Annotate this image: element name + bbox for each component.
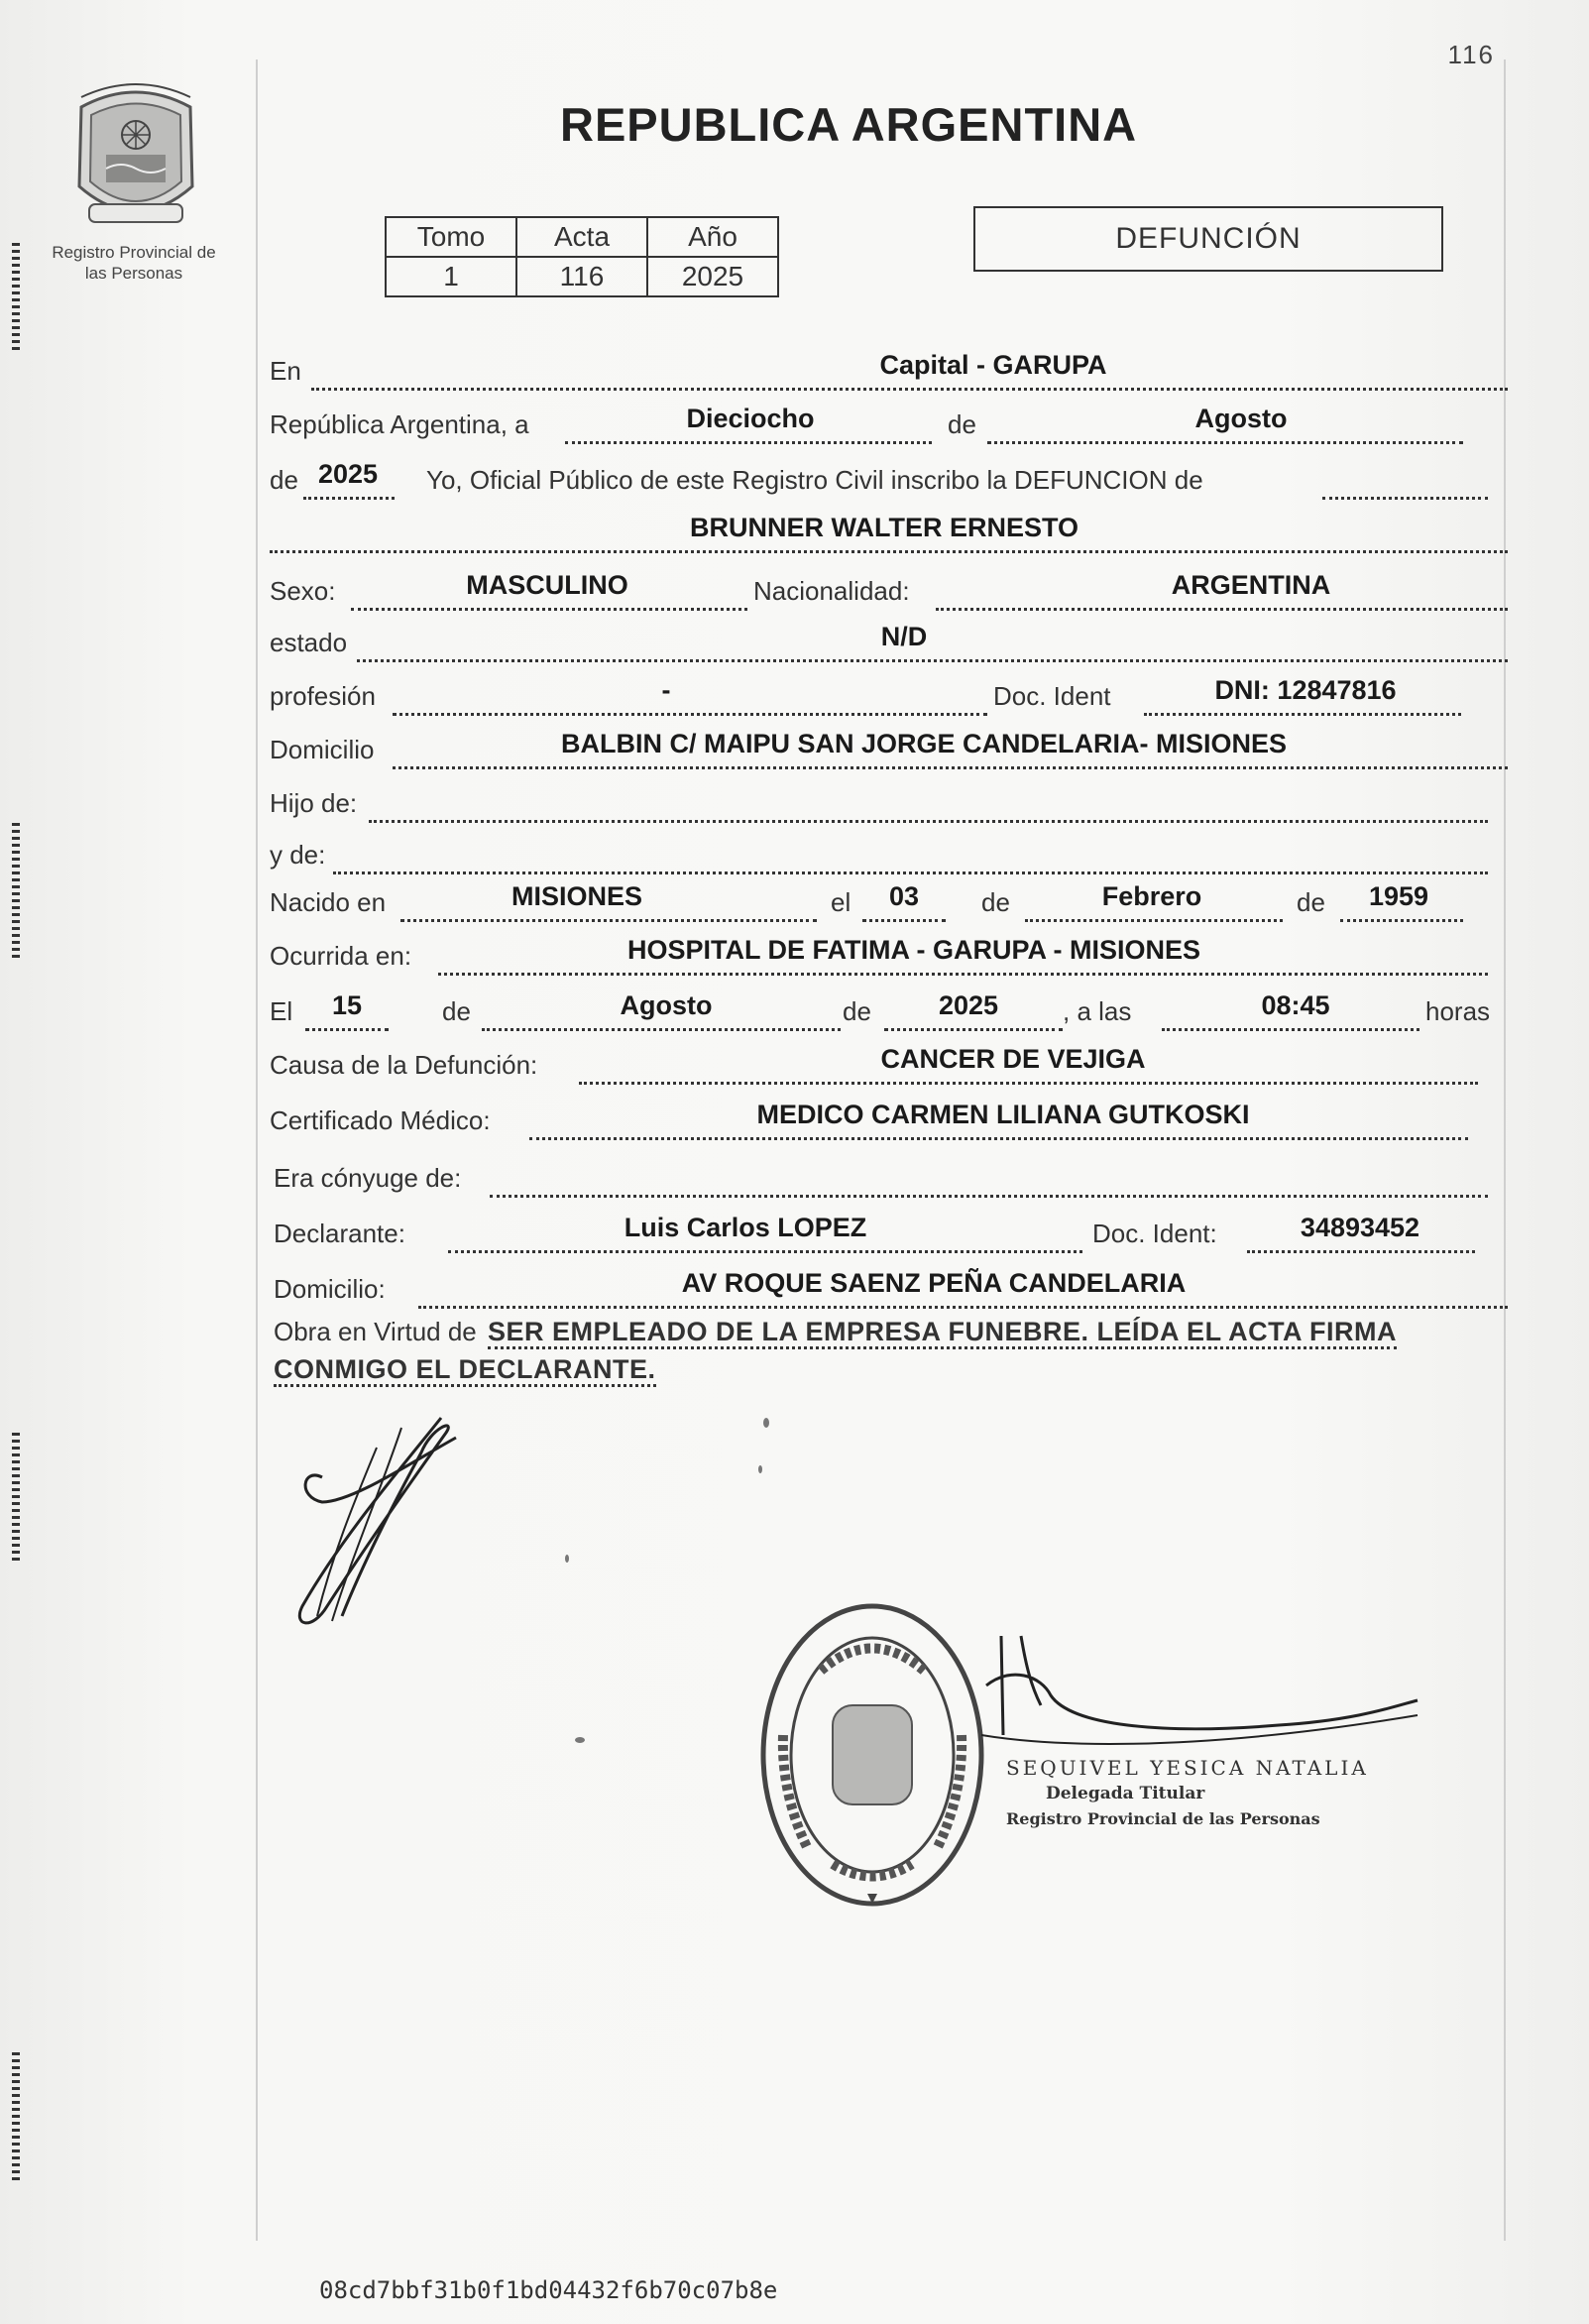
nac-de2-label: de [1297, 887, 1325, 917]
acta-header: Acta [516, 217, 647, 257]
line-obra [270, 1309, 1508, 1390]
nacionalidad-label: Nacionalidad: [753, 576, 910, 606]
line-inscribo [270, 459, 1508, 502]
yde-dotted-line [333, 872, 1488, 874]
certificado-value: MEDICO CARMEN LILIANA GUTKOSKI [756, 1100, 1250, 1129]
speck-mark [758, 1465, 762, 1473]
domicilio2-label: Domicilio: [274, 1274, 386, 1304]
line-nacido [270, 881, 1508, 924]
estado-value: N/D [880, 622, 928, 651]
nac-mes-dotted-line [1025, 919, 1283, 922]
profesion-value: - [661, 675, 671, 705]
en-dotted-line [311, 388, 1508, 391]
obra-value-2: CONMIGO EL DECLARANTE. [274, 1354, 656, 1387]
line-yde [270, 837, 1508, 876]
alas-label: , a las [1063, 996, 1132, 1026]
ocurrida-dotted-line [438, 973, 1488, 976]
causa-label: Causa de la Defunción: [270, 1050, 538, 1080]
registry-caption-line2: las Personas [84, 264, 183, 283]
profesion-dotted-line [393, 713, 987, 716]
mes-dotted-line [987, 441, 1463, 444]
punch-marks-lower-mid [12, 1433, 20, 1562]
line-declarante [270, 1213, 1508, 1255]
line-domicilio [270, 729, 1508, 771]
de-label: de [948, 409, 976, 439]
domicilio-value: BALBIN C/ MAIPU SAN JORGE CANDELARIA- MISIONES [560, 729, 1288, 758]
causa-dotted-line [579, 1082, 1478, 1085]
line-conyuge [270, 1160, 1508, 1200]
declarante-dotted-line [448, 1250, 1082, 1253]
tomo-header: Tomo [386, 217, 516, 257]
doc-dotted-line [1144, 713, 1461, 716]
line-domicilio-declarante [270, 1268, 1508, 1311]
certificado-label: Certificado Médico: [270, 1105, 491, 1135]
obra-value-1: SER EMPLEADO DE LA EMPRESA FUNEBRE. LEÍDA EL ACTA FIRMA [488, 1317, 1397, 1349]
nac-mes-value: Febrero [1101, 881, 1202, 911]
en-label: En [270, 356, 301, 386]
horas-label: horas [1425, 996, 1491, 1026]
dia-value: Dieciocho [686, 404, 815, 433]
line-nombre [270, 513, 1508, 555]
officer-name: SEQUIVEL YESICA NATALIA [1006, 1756, 1369, 1780]
document-hash: 08cd7bbf31b0f1bd04432f6b70c07b8e [319, 2276, 778, 2304]
doc2-label: Doc. Ident: [1092, 1219, 1217, 1248]
declarante-label: Declarante: [274, 1219, 405, 1248]
def-dia-dotted-line [305, 1028, 389, 1031]
line-causa [270, 1044, 1508, 1087]
def-mes-dotted-line [482, 1028, 841, 1031]
line-estado [270, 622, 1508, 664]
certificado-dotted-line [529, 1137, 1468, 1140]
punch-marks-top [12, 243, 20, 352]
def-mes-value: Agosto [620, 990, 713, 1020]
el2-label: El [270, 996, 293, 1026]
line-hijo [270, 785, 1508, 825]
def-anio-dotted-line [884, 1028, 1063, 1031]
nac-dia-dotted-line [862, 919, 946, 922]
estado-dotted-line [357, 659, 1508, 662]
line-fecha [270, 404, 1508, 446]
nacionalidad-value: ARGENTINA [1171, 570, 1331, 600]
acta-value: 116 [516, 257, 647, 296]
nac-dia-value: 03 [888, 881, 920, 911]
official-stamp [753, 1596, 991, 1914]
nac-de-label: de [981, 887, 1010, 917]
line-profesion [270, 675, 1508, 718]
doc-value: DNI: 12847816 [1214, 675, 1397, 705]
nacionalidad-dotted-line [936, 608, 1508, 611]
inscribo-text: Yo, Oficial Público de este Registro Civil inscribo la DEFUNCION de [426, 465, 1203, 495]
domicilio-label: Domicilio [270, 735, 375, 764]
nombre-dotted-line [270, 550, 1508, 553]
def-de2-label: de [843, 996, 871, 1026]
anio-header: Año [647, 217, 778, 257]
inscribo-dotted-line [1322, 497, 1488, 500]
declarant-signature [283, 1408, 481, 1636]
officer-block [1006, 1755, 1369, 1832]
domicilio2-value: AV ROQUE SAENZ PEÑA CANDELARIA [681, 1268, 1187, 1298]
causa-value: CANCER DE VEJIGA [880, 1044, 1146, 1074]
hora-dotted-line [1162, 1028, 1419, 1031]
speck-mark [763, 1418, 769, 1428]
line-sexo [270, 570, 1508, 613]
republica-label: República Argentina, a [270, 409, 529, 439]
en-value: Capital - GARUPA [879, 350, 1107, 380]
punch-marks-bottom [12, 2052, 20, 2181]
de2-label: de [270, 465, 298, 495]
tomo-acta-anio-table [385, 216, 779, 297]
yde-label: y de: [270, 840, 326, 870]
mes-value: Agosto [1194, 404, 1288, 433]
declarante-value: Luis Carlos LOPEZ [624, 1213, 867, 1242]
doc2-dotted-line [1247, 1250, 1475, 1253]
doc-label: Doc. Ident [993, 681, 1111, 711]
document-title: REPUBLICA ARGENTINA [560, 98, 1138, 151]
dia-dotted-line [565, 441, 932, 444]
tomo-value: 1 [386, 257, 516, 296]
sexo-dotted-line [351, 608, 747, 611]
anio-value: 2025 [647, 257, 778, 296]
registry-caption [30, 242, 238, 284]
nacido-value: MISIONES [511, 881, 643, 911]
nombre-value: BRUNNER WALTER ERNESTO [689, 513, 1078, 542]
hijo-dotted-line [369, 820, 1488, 823]
obra-label: Obra en Virtud de [274, 1317, 477, 1346]
sexo-value: MASCULINO [466, 570, 628, 600]
line-en [270, 350, 1508, 393]
conyuge-label: Era cónyuge de: [274, 1163, 462, 1193]
def-anio-value: 2025 [938, 990, 999, 1020]
page-number: 116 [1447, 40, 1495, 69]
left-margin-line [256, 59, 258, 2241]
def-dia-value: 15 [331, 990, 363, 1020]
officer-office: Registro Provincial de las Personas [1006, 1809, 1320, 1828]
hijo-label: Hijo de: [270, 788, 358, 818]
nacido-dotted-line [400, 919, 817, 922]
line-certificado [270, 1100, 1508, 1142]
speck-mark [565, 1555, 569, 1563]
domicilio-dotted-line [393, 766, 1508, 769]
anio-value-line: 2025 [317, 459, 379, 489]
conyuge-dotted-line [490, 1195, 1488, 1198]
estado-label: estado [270, 628, 348, 657]
profesion-label: profesión [270, 681, 376, 711]
punch-marks-upper-mid [12, 823, 20, 962]
record-type-box: DEFUNCIÓN [973, 206, 1443, 272]
officer-role: Delegada Titular [1046, 1784, 1205, 1803]
sexo-label: Sexo: [270, 576, 336, 606]
speck-mark [575, 1737, 585, 1743]
el-label: el [831, 887, 851, 917]
ocurrida-value: HOSPITAL DE FATIMA - GARUPA - MISIONES [626, 935, 1200, 965]
nac-anio-value: 1959 [1368, 881, 1429, 911]
ocurrida-label: Ocurrida en: [270, 941, 412, 971]
provincial-seal-logo [61, 77, 210, 236]
registry-caption-line1: Registro Provincial de [52, 243, 216, 262]
line-ocurrida [270, 935, 1508, 978]
nac-anio-dotted-line [1340, 919, 1463, 922]
line-fecha-defuncion [270, 990, 1508, 1033]
doc2-value: 34893452 [1300, 1213, 1420, 1242]
hora-value: 08:45 [1261, 990, 1330, 1020]
anio-dotted-line [303, 497, 395, 500]
def-de-label: de [442, 996, 471, 1026]
nacido-label: Nacido en [270, 887, 387, 917]
